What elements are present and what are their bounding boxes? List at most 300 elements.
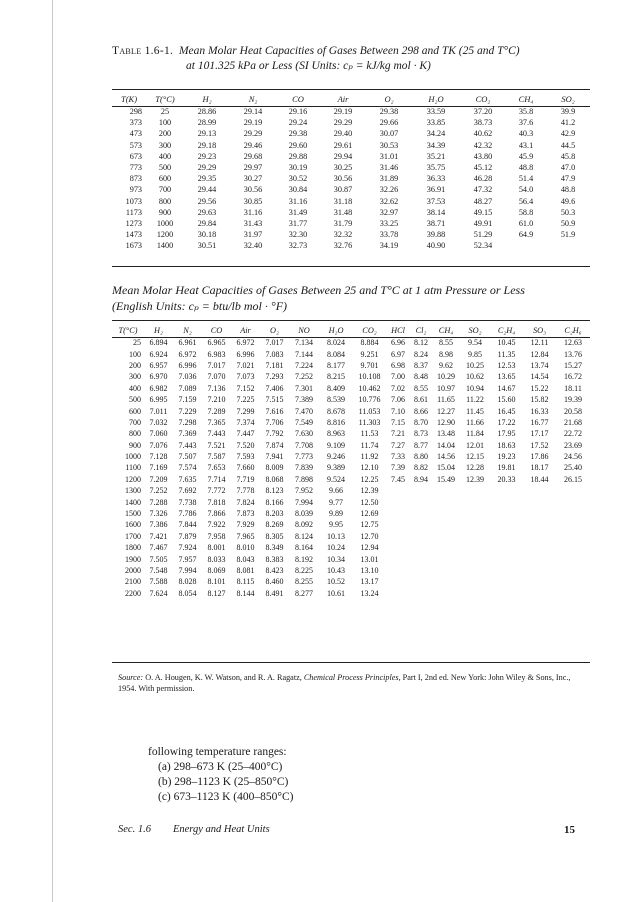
table2-row [112,360,590,371]
table2-cell: 8.66 [414,406,428,416]
table2-cell: 6.924 [149,349,168,359]
table1-cell: 30.56 [243,185,263,195]
table2-cell [386,565,410,576]
table1-cell: 773 [129,163,142,173]
table1-cell: 31.01 [379,151,399,161]
table1 [112,92,590,251]
table2-cell: 8.115 [236,577,255,587]
table2-cell [490,553,523,564]
table2-cell: 25.40 [564,463,582,473]
table1-row [112,162,590,173]
table2-cell: 8.192 [295,554,313,564]
table1-cell: 48.27 [473,196,493,206]
table1-cell: 31.89 [379,174,399,184]
table1-cell: 30.84 [288,185,308,195]
table1-cell: 50.3 [560,207,576,217]
table1-cell: 29.60 [288,140,308,150]
table2-cell: 8.80 [414,452,428,462]
table1-cell: 37.53 [426,196,446,206]
table1-cell: 29.29 [243,129,263,139]
table1-cell: 30.18 [197,230,217,240]
table2-cell: 7.778 [236,486,255,496]
table2-row [112,576,590,587]
table2-cell: 8.215 [327,372,345,382]
table2-cell: 12.10 [360,463,379,473]
table2-header-cell: CO₂ [362,325,377,335]
table2-cell: 12.50 [360,497,379,507]
table2-cell: 6.970 [149,372,168,382]
table2-cell: 7.616 [265,406,284,416]
table1-cell: 52.34 [473,241,493,251]
page-number: 15 [564,824,575,836]
table2-cell [410,508,432,519]
table2-header-cell: Air [240,325,251,335]
table1-cell: 30.85 [243,196,263,206]
table1-cell: 33.25 [379,218,399,228]
table2-cell: 7.520 [236,440,255,450]
table1-top-rule [112,89,590,90]
table2-cell: 8.144 [236,588,255,598]
table2-cell: 12.63 [564,338,582,348]
table1-cell: 35.21 [426,151,446,161]
table2-cell: 13.10 [360,566,379,575]
table2-cell: 800 [129,429,141,439]
table2-cell: 8.73 [414,429,428,439]
table1-cell: 30.53 [379,140,399,150]
table2-cell [556,485,590,496]
table2-cell: 7.958 [207,531,226,541]
table2-cell [490,519,523,530]
table1-cell: 31.18 [333,196,353,206]
table2-cell: 400 [129,383,141,393]
table2-cell: 8.177 [327,360,345,370]
table2-row [112,496,590,507]
table1-cell: 31.77 [288,218,308,228]
table2-cell: 7.515 [265,395,284,405]
table2-cell: 200 [129,360,141,370]
table2-cell [410,496,432,507]
table1-cell: 49.6 [560,196,576,206]
table2-cell: 7.15 [391,417,405,427]
table2-cell: 7.874 [265,440,284,450]
table2-cell [410,519,432,530]
table2-cell: 7.406 [265,383,284,393]
table2-cell: 7.21 [391,429,405,439]
table2-cell [386,542,410,553]
table2-cell: 23.69 [564,440,582,450]
table2-cell: 11.45 [466,406,484,416]
table2-top-rule [112,320,590,321]
table2-cell [410,542,432,553]
table2-cell: 18.63 [497,440,516,450]
table2-cell: 7.624 [149,588,168,598]
table1-cell: 29.44 [197,185,217,195]
table2-cell [523,565,556,576]
table2-cell [556,542,590,553]
table2-cell: 8.101 [207,577,226,587]
table2-cell: 7.521 [207,440,226,450]
table2-cell: 700 [129,417,141,427]
table1-cell: 31.97 [243,230,263,240]
table1-cell: 37.20 [473,107,493,117]
table2-cell: 12.69 [360,509,379,519]
table1-cell: 31.46 [379,163,399,173]
table2-cell: 7.873 [236,509,255,519]
table2-row [112,394,590,405]
table1-cell: 51.4 [518,174,534,184]
table2-cell: 10.25 [466,360,484,370]
table2-cell [490,531,523,542]
table1-cell: 47.9 [560,174,576,184]
table2-cell: 21.68 [564,417,582,427]
table2-cell: 8.383 [265,554,284,564]
table1-header-cell: SO₂ [561,94,575,104]
source-note [118,672,588,694]
table2-cell: 11.92 [360,452,379,462]
table2-header-cell: CO [210,325,223,335]
table1-bottom-rule [112,266,590,267]
table2-cell: 10.108 [358,372,381,382]
table1-cell: 36.91 [426,185,446,195]
table1-cell: 29.29 [197,163,217,173]
table2-cell: 15.22 [530,383,549,393]
table1-cell [506,240,546,251]
table2-cell: 600 [129,406,141,416]
table2-cell: 8.164 [295,543,313,553]
table1-header-cell: T(K) [120,94,138,104]
table1-cell: 40.62 [473,129,493,139]
table2-cell: 7.136 [207,383,226,393]
table1-cell: 30.51 [197,241,217,251]
table2-row [112,462,590,473]
table2-cell: 7.792 [265,429,284,439]
table2-cell: 7.421 [149,531,168,541]
table1-cell: 29.16 [288,107,308,117]
table2-cell: 13.74 [530,360,549,370]
table2-cell: 10.462 [358,383,381,393]
table2-body [112,337,590,599]
table2-cell [460,531,490,542]
table2-cell: 7.252 [295,372,313,382]
table2-cell: 1000 [125,452,141,462]
table2-cell: 12.70 [360,531,379,541]
table2-cell: 10.776 [358,395,381,405]
table2-cell: 25 [133,338,141,348]
table1-cell: 1473 [125,230,142,240]
table1-cell: 32.40 [243,241,263,251]
table2-cell: 8.127 [207,588,226,598]
table2-cell: 7.719 [236,474,255,484]
table2-cell: 12.39 [360,486,379,496]
table2-cell [460,576,490,587]
table2-row [112,440,590,451]
table2-cell: 6.996 [178,360,197,370]
table1-row [112,229,590,240]
range-item-c: (c) 673–1123 K (400–850°C) [158,791,294,803]
table2-header-cell: SO₃ [532,325,547,335]
table1-cell: 473 [129,129,142,139]
table2-cell: 10.61 [327,588,345,598]
table2-cell: 13.01 [360,554,379,564]
table2-header-cell: C₂H₄ [497,325,516,335]
table2-cell: 16.72 [564,372,582,382]
table2-row [112,508,590,519]
table2-cell: 8.024 [327,338,345,348]
table1-row [112,128,590,139]
table2-cell: 8.081 [236,566,255,575]
table2-cell: 7.369 [178,429,197,439]
table1-title-line1: Mean Molar Heat Capacities of Gases Between 298 and TK (25 and T°C) [178,45,520,57]
table1-cell: 45.12 [473,163,493,173]
table2-cell: 1200 [125,474,141,484]
table2-cell [460,553,490,564]
table1-cell: 1273 [125,218,142,228]
table2-cell: 17.95 [497,429,516,439]
table2-cell [556,508,590,519]
table2-cell: 7.017 [265,338,284,348]
table1-row [112,240,590,251]
table2-cell: 11.35 [497,349,516,359]
source-prefix: Source: [118,673,144,682]
table2-cell [523,496,556,507]
table2-cell: 12.53 [497,360,516,370]
table2-cell: 1800 [125,543,141,553]
table2-cell: 18.44 [530,474,549,484]
table2-cell: 7.011 [149,406,168,416]
table2-cell: 13.24 [360,588,379,598]
table1-cell: 30.27 [243,174,263,184]
table2-cell: 20.33 [497,474,516,484]
table2-cell: 2100 [125,577,141,587]
table2-cell: 7.326 [149,509,168,519]
table2-cell: 13.76 [564,349,582,359]
table1-cell: 300 [158,140,172,150]
table2-cell [386,508,410,519]
table2-cell: 8.269 [265,520,284,530]
table2-cell [386,519,410,530]
table2-cell: 8.305 [265,531,284,541]
table1-row [112,196,590,207]
table1-cell: 34.24 [426,129,446,139]
table2-cell: 6.96 [391,338,405,348]
table2-cell [523,553,556,564]
table1-cell: 37.6 [518,118,534,128]
table2-cell: 6.972 [236,338,255,348]
table2-cell: 7.470 [295,406,313,416]
table2-cell [523,588,556,599]
table1-cell: 31.79 [333,218,353,228]
table2-cell: 24.56 [564,452,582,462]
table2-cell: 8.084 [327,349,345,359]
table2-header-cell: HCl [391,325,405,335]
table2-cell [386,553,410,564]
table1-cell: 50.9 [560,218,576,228]
table2-cell: 8.068 [265,474,284,484]
table2-cell: 12.90 [437,417,455,427]
table2-cell [432,553,460,564]
table2-cell: 7.33 [391,452,405,462]
table1-cell: 573 [129,140,142,150]
table1-cell: 39.9 [560,107,576,117]
range-item-a: (a) 298–673 K (25–400°C) [158,761,283,773]
table1-header-cell: CO₂ [475,94,491,104]
table1-cell: 32.62 [379,196,399,206]
table2-cell: 8.010 [236,543,255,553]
table2-cell [460,542,490,553]
source-authors: O. A. Hougen, K. W. Watson, and R. A. Ragatz, [145,673,302,682]
table1-cell: 900 [158,207,172,217]
table2-cell: 7.152 [236,383,255,393]
table2-cell: 14.56 [437,452,455,462]
table2-cell: 1100 [125,463,141,473]
table2-cell: 7.443 [207,429,226,439]
table2-title-line2: (English Units: cₚ = btu/lb mol · °F) [112,299,288,313]
table1-cell: 38.71 [426,218,446,228]
table1-cell: 1000 [156,218,174,228]
table2-cell: 7.574 [178,463,197,473]
table1-cell: 32.26 [379,185,399,195]
table1-cell: 200 [158,129,172,139]
table2-header-cell: SO₂ [468,325,482,335]
table2-header-cell: CH₄ [438,325,454,335]
table1-cell: 29.88 [288,151,308,161]
table1-cell: 31.16 [288,196,308,206]
table2-header-cell: NO [298,325,310,335]
table2-cell: 19.81 [497,463,516,473]
table1-cell: 34.39 [426,140,446,150]
table2-cell: 8.039 [295,509,313,519]
table2-cell: 16.45 [497,406,516,416]
table2-cell: 7.994 [295,497,313,507]
table2-cell: 11.053 [358,406,381,416]
table2-cell: 11.84 [466,429,484,439]
table2-cell: 7.505 [149,554,168,564]
table1-cell: 29.56 [197,196,217,206]
table2-cell: 8.001 [207,543,226,553]
table1-cell: 46.28 [473,174,493,184]
table2-cell [490,485,523,496]
table2-cell: 8.166 [265,497,284,507]
footer-topic: Energy and Heat Units [172,824,270,835]
table2-cell [523,531,556,542]
table1-cell: 45.8 [560,151,576,161]
table2-cell [490,542,523,553]
table2-cell: 7.952 [295,486,313,496]
table2-row [112,553,590,564]
table2-cell: 12.01 [466,440,484,450]
table2-cell: 6.98 [391,360,405,370]
table2-cell: 7.210 [207,395,226,405]
table1-cell: 29.23 [197,151,217,161]
table2-header-row [112,323,590,337]
table1-cell: 29.40 [333,129,353,139]
table2-cell: 900 [129,440,141,450]
source-rest: Part I, 2nd ed. New York: John Wiley & Sons, Inc., 1954. With permission. [118,673,571,693]
table2-cell: 8.82 [414,463,428,473]
table2-row [112,542,590,553]
table2-cell: 15.27 [564,360,582,370]
table2-cell: 7.653 [207,463,226,473]
table1-cell: 30.87 [333,185,353,195]
table2-cell: 8.98 [439,349,453,359]
table2-cell [490,588,523,599]
table1-cell: 29.35 [197,174,217,184]
table2-cell: 8.124 [295,531,313,541]
table2-cell: 7.824 [236,497,255,507]
table2-cell: 19.23 [497,452,516,462]
table2-cell: 8.61 [414,395,428,405]
table1-cell: 29.14 [243,107,263,117]
table2-cell: 9.701 [360,360,379,370]
table2-cell: 13.48 [437,429,455,439]
table2-cell: 7.27 [391,440,405,450]
table1-cell: 373 [129,118,142,128]
table1-cell: 29.13 [197,129,217,139]
table2-row [112,519,590,530]
table2-cell [410,531,432,542]
table1-cell: 44.5 [560,140,576,150]
table2-cell: 7.229 [178,406,197,416]
table2-cell: 7.083 [265,349,284,359]
table2-caption [112,282,612,314]
table2-cell [432,588,460,599]
table2-cell: 7.144 [295,349,313,359]
table2-cell: 12.39 [466,474,484,484]
table2-cell: 7.635 [178,474,197,484]
table2-cell: 12.11 [530,338,549,348]
table1-cell: 30.56 [333,174,353,184]
table2-cell [460,519,490,530]
table1-cell: 64.9 [518,230,534,240]
table2-cell [432,496,460,507]
table2-cell: 9.524 [327,474,345,484]
table2-cell: 7.965 [236,531,255,541]
table2-cell: 9.89 [329,509,343,519]
table2-cell [460,565,490,576]
table1-header-cell: H₂O [428,94,444,104]
table2-cell: 8.963 [327,429,345,439]
table2-cell: 7.224 [295,360,313,370]
table1-cell: 673 [129,151,142,161]
table2-cell [460,588,490,599]
table2-cell: 8.678 [327,406,345,416]
table2-cell: 7.929 [236,520,255,530]
table2-cell: 15.60 [497,395,516,405]
table2-cell: 7.06 [391,395,405,405]
table2-cell: 19.39 [564,395,582,405]
table2-cell: 7.588 [149,577,168,587]
table1-header-cell: CH₄ [518,94,534,104]
table1-cell: 31.43 [243,218,263,228]
table2-cell [410,553,432,564]
table2-cell [460,496,490,507]
table1-cell: 29.46 [243,140,263,150]
table2-row [112,405,590,416]
table2-cell: 6.995 [149,395,168,405]
table1-cell: 30.19 [288,163,308,173]
table2-cell: 8.816 [327,417,345,427]
table2-cell: 7.549 [295,417,313,427]
table2-cell: 1300 [125,486,141,496]
table1-cell: 32.97 [379,207,399,217]
table2-cell: 7.898 [295,474,313,484]
table1-cell: 30.25 [333,163,353,173]
table2-header-cell: O₂ [270,325,279,335]
table1-cell: 31.48 [333,207,353,217]
source-book: Chemical Process Principles, [303,673,401,682]
table1-cell: 40.3 [518,129,534,139]
table2-cell: 7.587 [207,452,226,462]
